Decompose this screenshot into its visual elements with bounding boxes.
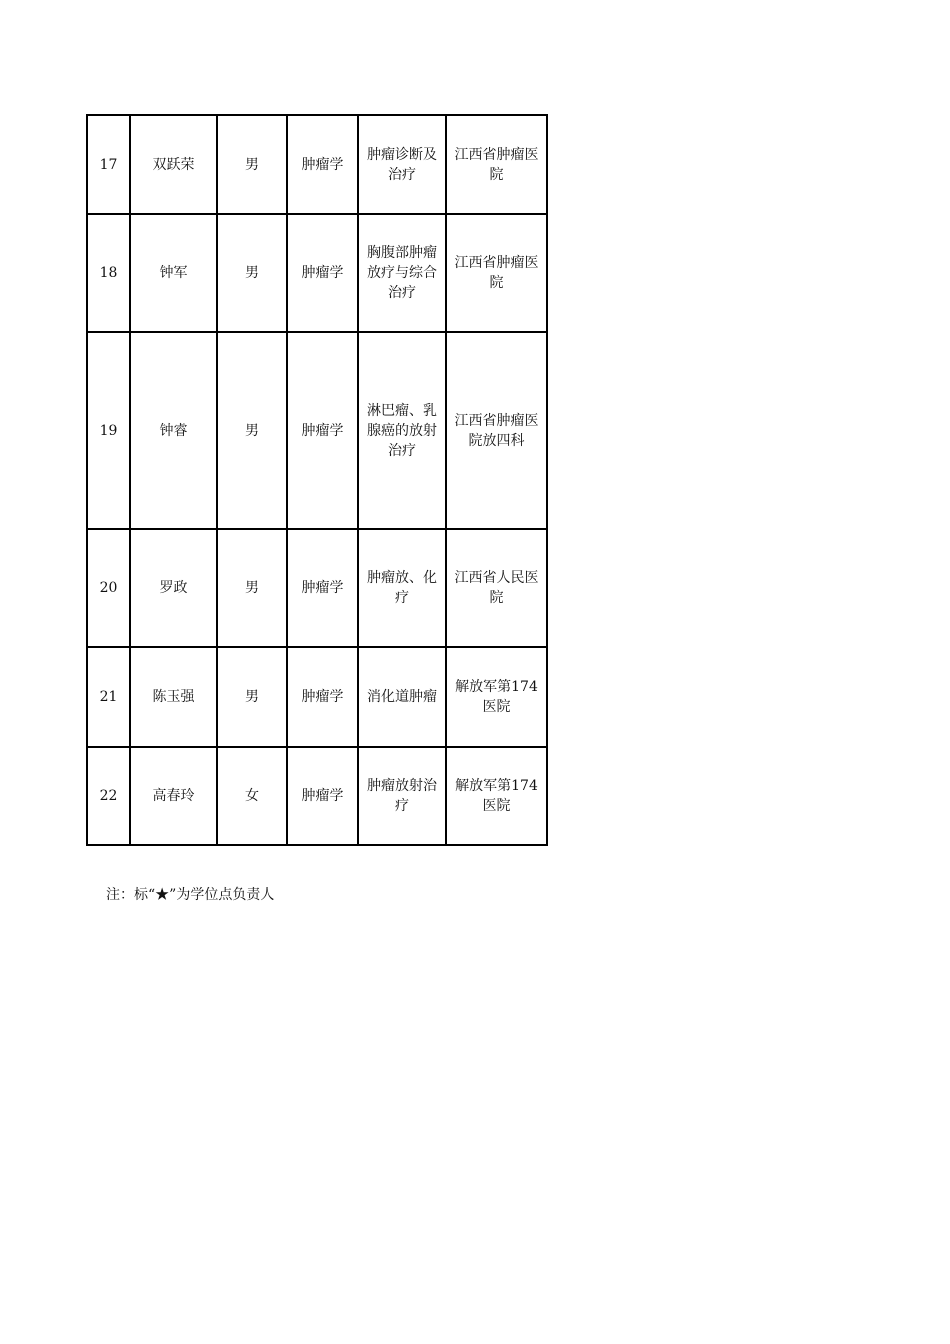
subject-cell: 肿瘤学 — [287, 529, 358, 647]
subject-cell: 肿瘤学 — [287, 647, 358, 747]
direction-cell: 肿瘤放射治疗 — [358, 747, 446, 845]
name-cell: 钟军 — [130, 214, 217, 332]
unit-cell: 解放军第174医院 — [446, 747, 547, 845]
footnote: 注：标“★”为学位点负责人 — [106, 887, 275, 903]
table-row — [87, 647, 547, 747]
row-number: 21 — [87, 647, 130, 747]
name-cell: 高春玲 — [130, 747, 217, 845]
name-cell: 陈玉强 — [130, 647, 217, 747]
table-row — [87, 747, 547, 845]
subject-cell: 肿瘤学 — [287, 332, 358, 529]
supervisor-table — [86, 114, 548, 846]
direction-cell: 肿瘤诊断及治疗 — [358, 115, 446, 214]
subject-cell: 肿瘤学 — [287, 115, 358, 214]
table-row — [87, 529, 547, 647]
row-number: 19 — [87, 332, 130, 529]
direction-cell: 消化道肿瘤 — [358, 647, 446, 747]
subject-cell: 肿瘤学 — [287, 214, 358, 332]
sex-cell: 女 — [217, 747, 287, 845]
sex-cell: 男 — [217, 115, 287, 214]
row-number: 20 — [87, 529, 130, 647]
direction-cell: 肿瘤放、化疗 — [358, 529, 446, 647]
row-number: 18 — [87, 214, 130, 332]
unit-cell: 江西省肿瘤医院 — [446, 115, 547, 214]
direction-cell: 胸腹部肿瘤放疗与综合治疗 — [358, 214, 446, 332]
table-row — [87, 214, 547, 332]
name-cell: 钟睿 — [130, 332, 217, 529]
subject-cell: 肿瘤学 — [287, 747, 358, 845]
table-row — [87, 115, 547, 214]
sex-cell: 男 — [217, 647, 287, 747]
unit-cell: 江西省肿瘤医院 — [446, 214, 547, 332]
name-cell: 罗政 — [130, 529, 217, 647]
sex-cell: 男 — [217, 332, 287, 529]
table-row — [87, 332, 547, 529]
sex-cell: 男 — [217, 529, 287, 647]
row-number: 17 — [87, 115, 130, 214]
sex-cell: 男 — [217, 214, 287, 332]
row-number: 22 — [87, 747, 130, 845]
direction-cell: 淋巴瘤、乳腺癌的放射治疗 — [358, 332, 446, 529]
unit-cell: 江西省人民医院 — [446, 529, 547, 647]
unit-cell: 解放军第174医院 — [446, 647, 547, 747]
name-cell: 双跃荣 — [130, 115, 217, 214]
unit-cell: 江西省肿瘤医院放四科 — [446, 332, 547, 529]
